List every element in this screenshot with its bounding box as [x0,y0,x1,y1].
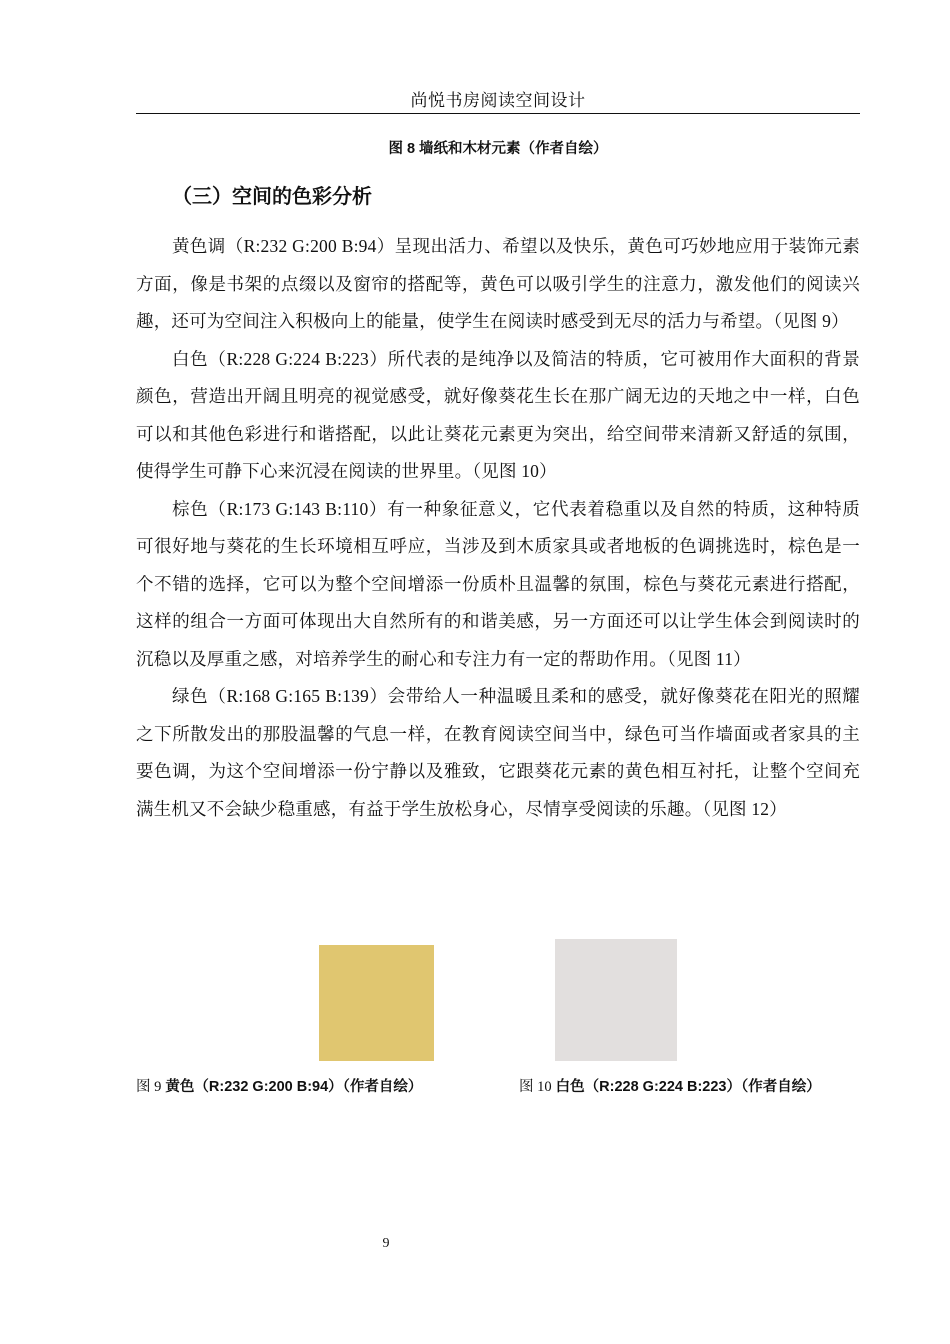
figure-9-caption [136,1077,422,1097]
figure-10-number: 图 10 [519,1079,552,1095]
figure-8-caption: 图 8 墙纸和木材元素（作者自绘） [388,141,608,157]
figure-10-caption [519,1077,821,1097]
paragraph-brown: 棕色（R:173 G:143 B:110）有一种象征意义，它代表着稳重以及自然的特质，这种特质可很好地与葵花的生长环境相互呼应，当涉及到木质家具或者地板的色调挑选时，棕色是一个不错的选择，它可以为整个空间增添一份质朴且温馨的氛围，棕色与葵花元素进行搭配，这样的组合一方面可体现出大自然所有的和谐美感，另一方面还可以让学生体会到阅读时的沉稳以及厚重之感，对培养学生的耐心和专注力有一定的帮助作用。（见图 11） [136,498,860,669]
page-header-title: 尚悦书房阅读空间设计 [410,91,586,110]
page-number: 9 [382,1236,390,1251]
header-rule [136,113,860,114]
paragraph-green: 绿色（R:168 G:165 B:139）会带给人一种温暖且柔和的感受，就好像葵花在阳光的照耀之下所散发出的那股温馨的气息一样，在教育阅读空间当中，绿色可当作墙面或者家具的主要色调，为这个空间增添一份宁静以及雅致，它跟葵花元素的黄色相互衬托，让整个空间充满生机又不会缺少稳重感，有益于学生放松身心，尽情享受阅读的乐趣。（见图 12） [136,686,860,819]
figure-9-number: 图 9 [136,1079,162,1095]
figure-9-yellow-swatch [319,945,434,1061]
figure-10-caption-text: 白色（R:228 G:224 B:223）（作者自绘） [555,1079,821,1095]
body-text [136,228,860,828]
paragraph-yellow: 黄色调（R:232 G:200 B:94）呈现出活力、希望以及快乐，黄色可巧妙地应用于装饰元素方面，像是书架的点缀以及窗帘的搭配等，黄色可以吸引学生的注意力，激发他们的阅读兴趣，还可为空间注入积极向上的能量，使学生在阅读时感受到无尽的活力与希望。（见图 9） [136,236,860,331]
paragraph-white: 白色（R:228 G:224 B:223）所代表的是纯净以及简洁的特质，它可被用作大面积的背景颜色，营造出开阔且明亮的视觉感受，就好像葵花生长在那广阔无边的天地之中一样，白色可以和其他色彩进行和谐搭配，以此让葵花元素更为突出，给空间带来清新又舒适的氛围，使得学生可静下心来沉浸在阅读的世界里。（见图 10） [136,348,860,481]
figure-10-white-swatch [555,939,677,1061]
figure-9-caption-text: 黄色（R:232 G:200 B:94）（作者自绘） [165,1079,423,1095]
section-heading: （三）空间的色彩分析 [172,186,372,208]
